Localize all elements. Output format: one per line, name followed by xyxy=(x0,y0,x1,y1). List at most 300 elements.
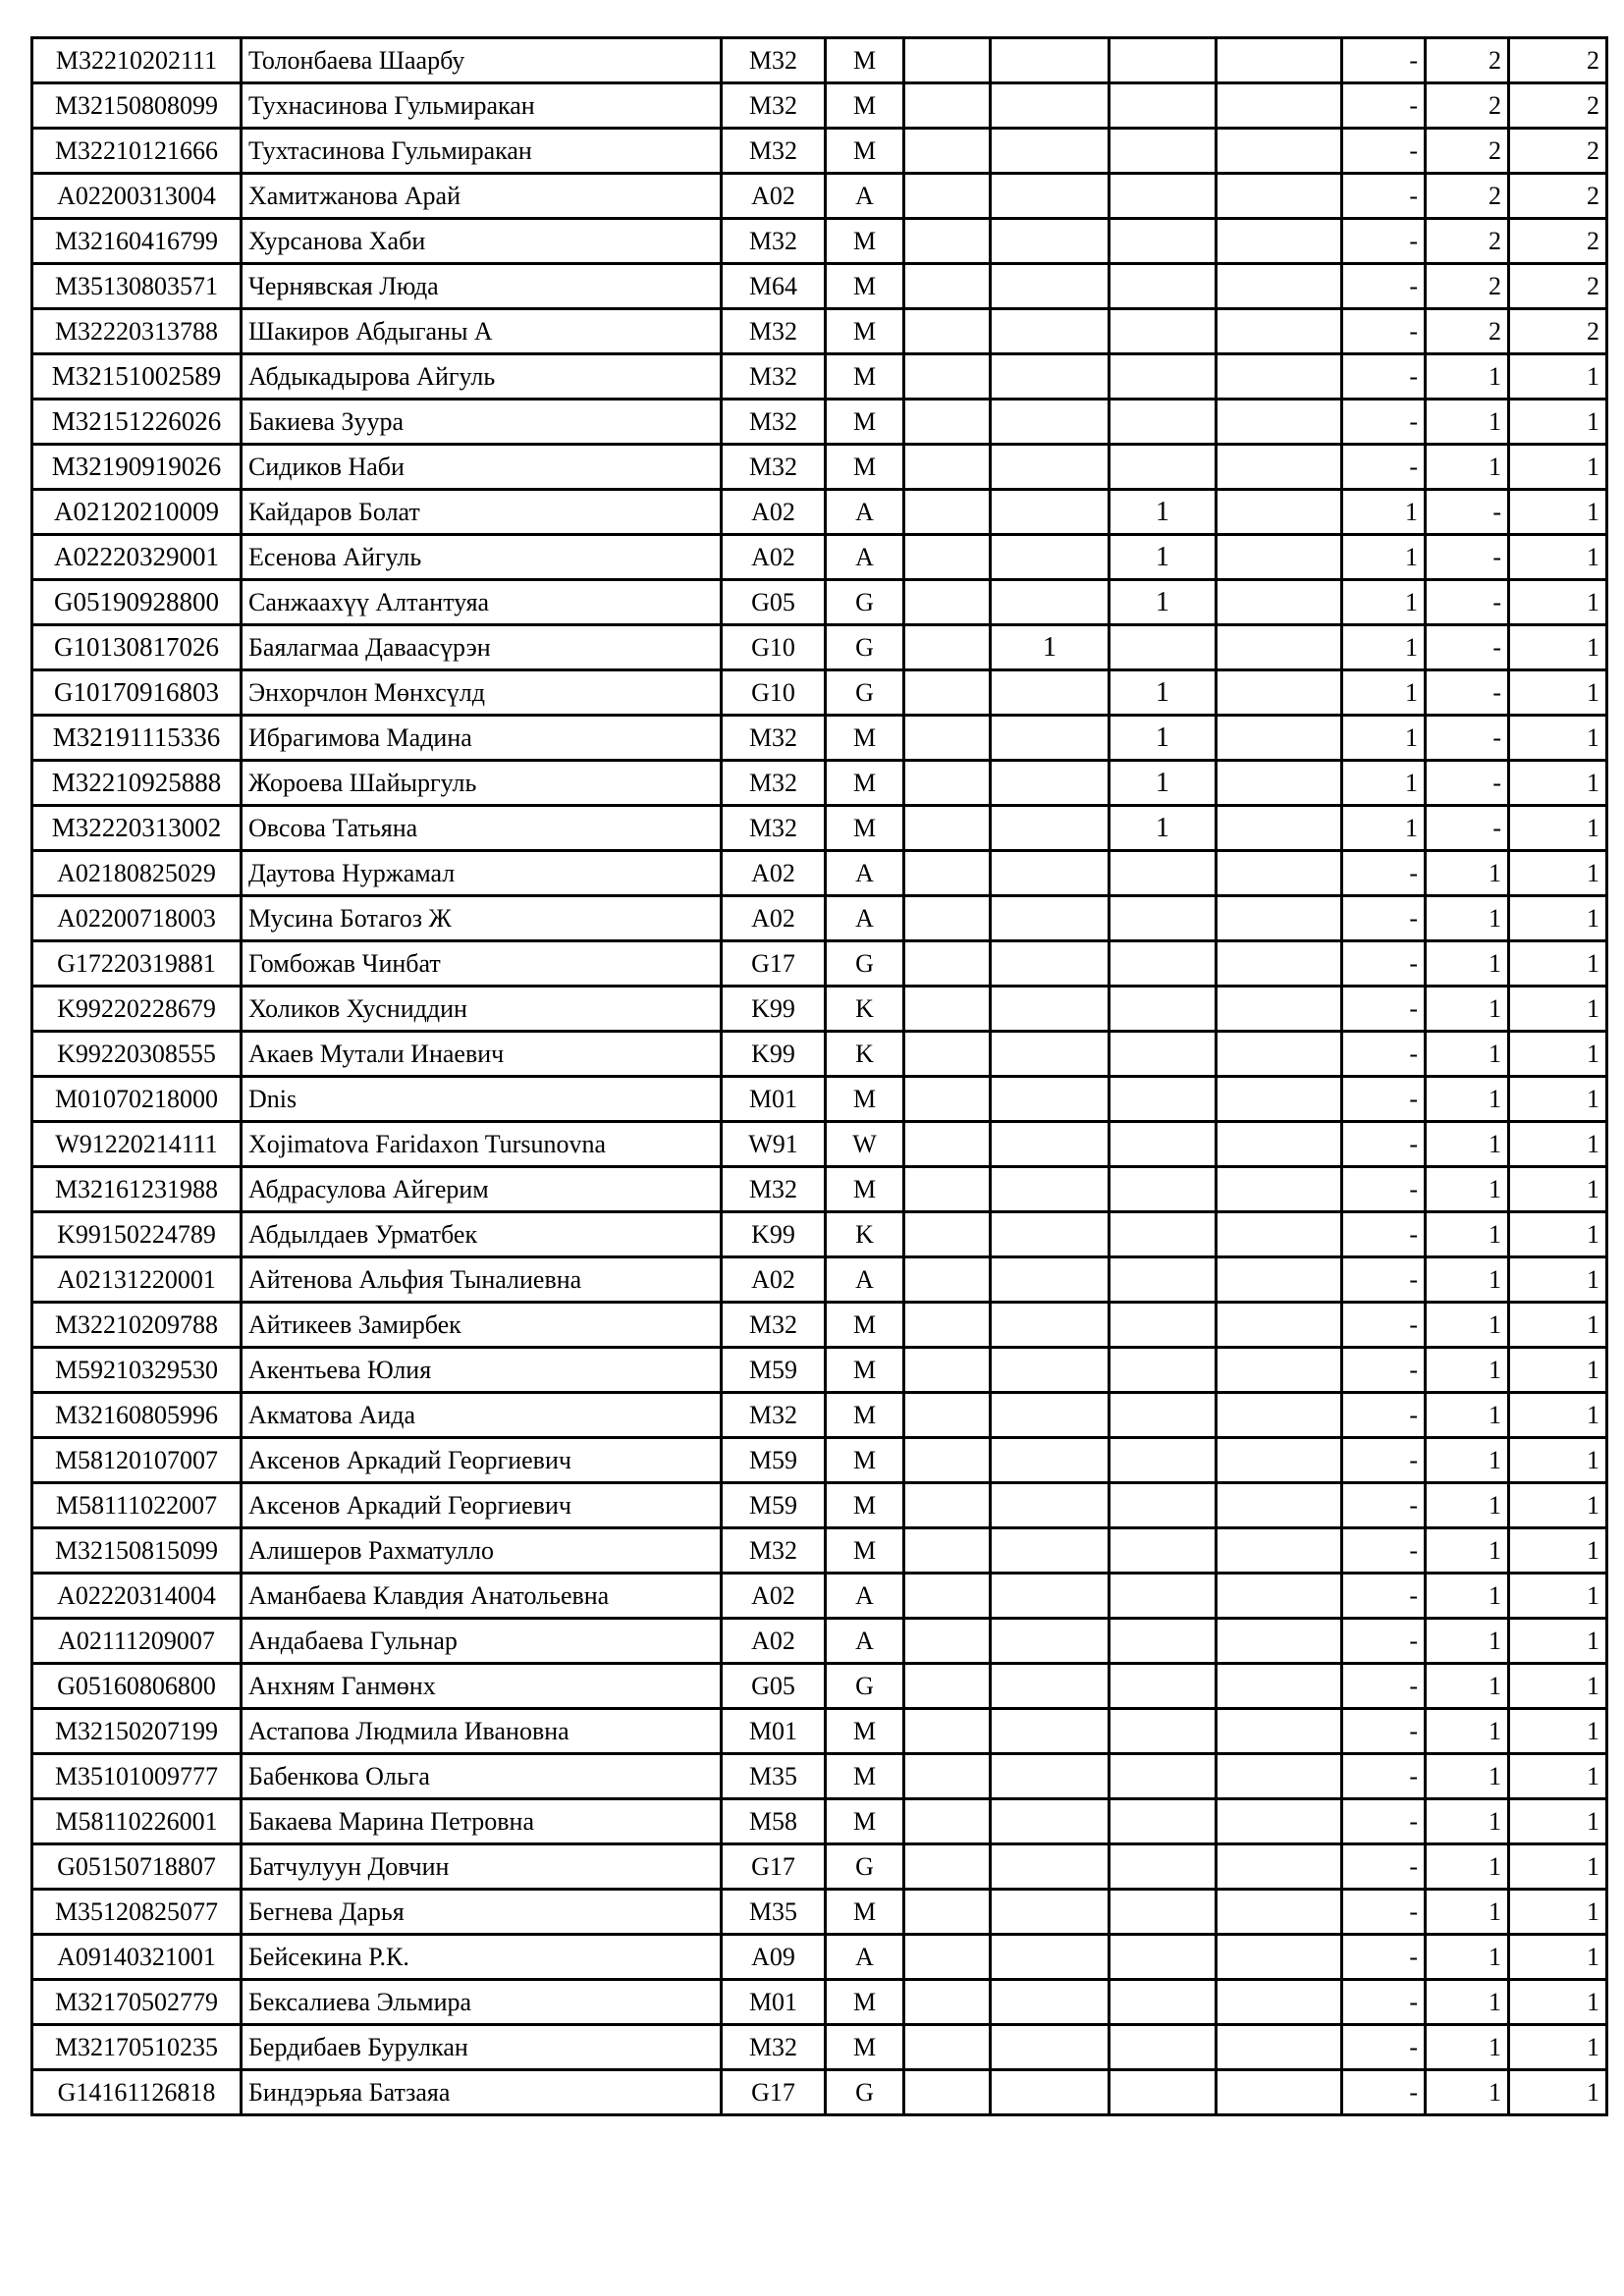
table-row xyxy=(32,896,1607,941)
row-col-4 xyxy=(1217,445,1342,490)
row-col-5: - xyxy=(1342,219,1426,264)
table-row xyxy=(32,1348,1607,1393)
table-row xyxy=(32,2025,1607,2070)
row-col-2 xyxy=(991,1709,1110,1754)
row-col-7: 1 xyxy=(1509,1709,1607,1754)
row-col-6: 1 xyxy=(1426,1122,1509,1167)
row-col-7: 2 xyxy=(1509,264,1607,309)
row-code: M32150808099 xyxy=(32,83,242,129)
row-col-3 xyxy=(1110,400,1217,445)
row-col-2 xyxy=(991,490,1110,535)
row-letter: G xyxy=(826,1844,904,1890)
table-body xyxy=(32,38,1607,2115)
row-col-7: 1 xyxy=(1509,896,1607,941)
row-group: M32 xyxy=(722,354,826,400)
row-col-4 xyxy=(1217,1528,1342,1574)
row-code: G05190928800 xyxy=(32,580,242,625)
row-col-7: 1 xyxy=(1509,761,1607,806)
table-row xyxy=(32,716,1607,761)
row-col-7: 1 xyxy=(1509,1032,1607,1077)
row-col-6: 1 xyxy=(1426,1303,1509,1348)
row-col-4 xyxy=(1217,400,1342,445)
row-code: M58110226001 xyxy=(32,1799,242,1844)
row-name: Анхням Ганмөнх xyxy=(242,1664,722,1709)
row-col-7: 1 xyxy=(1509,490,1607,535)
row-group: M32 xyxy=(722,400,826,445)
row-col-3 xyxy=(1110,1257,1217,1303)
row-col-4 xyxy=(1217,1167,1342,1212)
row-code: A02220314004 xyxy=(32,1574,242,1619)
row-col-5: - xyxy=(1342,309,1426,354)
row-name: Аксенов Аркадий Георгиевич xyxy=(242,1483,722,1528)
row-col-5: - xyxy=(1342,1483,1426,1528)
row-code: G17220319881 xyxy=(32,941,242,987)
row-code: M32160416799 xyxy=(32,219,242,264)
row-col-1 xyxy=(904,1257,991,1303)
row-col-6: 1 xyxy=(1426,445,1509,490)
row-group: M32 xyxy=(722,716,826,761)
row-col-1 xyxy=(904,1122,991,1167)
row-col-1 xyxy=(904,309,991,354)
row-col-2 xyxy=(991,2025,1110,2070)
row-group: G05 xyxy=(722,1664,826,1709)
row-col-4 xyxy=(1217,1348,1342,1393)
row-group: M32 xyxy=(722,1167,826,1212)
row-name: Бердибаев Бурулкан xyxy=(242,2025,722,2070)
row-letter: K xyxy=(826,1032,904,1077)
row-col-7: 1 xyxy=(1509,445,1607,490)
row-col-3 xyxy=(1110,309,1217,354)
row-col-7: 1 xyxy=(1509,625,1607,670)
table-row xyxy=(32,1393,1607,1438)
row-name: Бейсекина Р.К. xyxy=(242,1935,722,1980)
row-letter: M xyxy=(826,1799,904,1844)
row-code: A02200313004 xyxy=(32,174,242,219)
row-letter: M xyxy=(826,219,904,264)
row-col-1 xyxy=(904,1032,991,1077)
table-row xyxy=(32,761,1607,806)
row-group: M59 xyxy=(722,1438,826,1483)
row-code: A02200718003 xyxy=(32,896,242,941)
row-group: M64 xyxy=(722,264,826,309)
row-code: G05150718807 xyxy=(32,1844,242,1890)
row-col-7: 1 xyxy=(1509,806,1607,851)
row-col-5: - xyxy=(1342,1890,1426,1935)
row-col-6: 1 xyxy=(1426,1032,1509,1077)
row-name: Есенова Айгуль xyxy=(242,535,722,580)
row-letter: M xyxy=(826,1348,904,1393)
row-col-3 xyxy=(1110,851,1217,896)
row-col-6: 1 xyxy=(1426,941,1509,987)
row-col-1 xyxy=(904,2070,991,2115)
row-col-6: 1 xyxy=(1426,1574,1509,1619)
row-col-3: 1 xyxy=(1110,580,1217,625)
row-col-4 xyxy=(1217,1257,1342,1303)
row-group: M32 xyxy=(722,2025,826,2070)
row-col-6: - xyxy=(1426,761,1509,806)
row-code: A02131220001 xyxy=(32,1257,242,1303)
row-letter: A xyxy=(826,851,904,896)
row-col-7: 1 xyxy=(1509,1303,1607,1348)
row-col-5: - xyxy=(1342,1122,1426,1167)
table-row xyxy=(32,1754,1607,1799)
row-group: G17 xyxy=(722,2070,826,2115)
row-col-4 xyxy=(1217,625,1342,670)
row-code: M32151226026 xyxy=(32,400,242,445)
table-row xyxy=(32,354,1607,400)
row-group: A02 xyxy=(722,535,826,580)
row-col-7: 1 xyxy=(1509,851,1607,896)
row-col-5: - xyxy=(1342,1799,1426,1844)
row-col-6: 1 xyxy=(1426,1799,1509,1844)
row-group: M32 xyxy=(722,83,826,129)
table-row xyxy=(32,851,1607,896)
row-col-5: - xyxy=(1342,1574,1426,1619)
row-col-3 xyxy=(1110,1528,1217,1574)
row-col-7: 1 xyxy=(1509,1754,1607,1799)
row-code: G14161126818 xyxy=(32,2070,242,2115)
row-col-5: - xyxy=(1342,851,1426,896)
row-group: A02 xyxy=(722,174,826,219)
row-code: M32191115336 xyxy=(32,716,242,761)
table-row xyxy=(32,1844,1607,1890)
row-col-1 xyxy=(904,941,991,987)
row-col-6: 1 xyxy=(1426,1348,1509,1393)
row-col-6: 2 xyxy=(1426,129,1509,174)
row-col-1 xyxy=(904,1077,991,1122)
row-col-2 xyxy=(991,896,1110,941)
row-col-4 xyxy=(1217,2070,1342,2115)
row-name: Абдрасулова Айгерим xyxy=(242,1167,722,1212)
row-col-1 xyxy=(904,1754,991,1799)
row-group: G05 xyxy=(722,580,826,625)
row-letter: M xyxy=(826,309,904,354)
row-code: A02180825029 xyxy=(32,851,242,896)
row-col-3 xyxy=(1110,2025,1217,2070)
row-letter: M xyxy=(826,761,904,806)
table-row xyxy=(32,2070,1607,2115)
row-col-4 xyxy=(1217,38,1342,83)
row-code: M32210925888 xyxy=(32,761,242,806)
row-col-7: 1 xyxy=(1509,1528,1607,1574)
row-name: Жороева Шайыргуль xyxy=(242,761,722,806)
row-code: M32150815099 xyxy=(32,1528,242,1574)
row-col-6: 1 xyxy=(1426,851,1509,896)
row-group: M32 xyxy=(722,129,826,174)
row-col-7: 1 xyxy=(1509,1799,1607,1844)
row-col-3: 1 xyxy=(1110,761,1217,806)
row-col-3: 1 xyxy=(1110,670,1217,716)
row-col-4 xyxy=(1217,670,1342,716)
row-col-6: 1 xyxy=(1426,400,1509,445)
table-row xyxy=(32,1574,1607,1619)
row-col-4 xyxy=(1217,987,1342,1032)
row-col-4 xyxy=(1217,1574,1342,1619)
row-group: K99 xyxy=(722,1212,826,1257)
row-col-7: 1 xyxy=(1509,2070,1607,2115)
row-letter: K xyxy=(826,1212,904,1257)
row-col-5: - xyxy=(1342,1619,1426,1664)
row-col-7: 1 xyxy=(1509,1438,1607,1483)
row-col-5: - xyxy=(1342,987,1426,1032)
row-col-1 xyxy=(904,354,991,400)
row-name: Айтенова Альфия Тыналиевна xyxy=(242,1257,722,1303)
table-row xyxy=(32,1890,1607,1935)
row-name: Тухнасинова Гульмиракан xyxy=(242,83,722,129)
table-row xyxy=(32,1980,1607,2025)
row-col-3 xyxy=(1110,1619,1217,1664)
row-col-5: - xyxy=(1342,1438,1426,1483)
row-name: Толонбаева Шаарбу xyxy=(242,38,722,83)
row-col-4 xyxy=(1217,129,1342,174)
row-col-6: - xyxy=(1426,716,1509,761)
row-col-5: 1 xyxy=(1342,625,1426,670)
row-letter: A xyxy=(826,896,904,941)
row-name: Баялагмаа Даваасүрэн xyxy=(242,625,722,670)
row-col-3 xyxy=(1110,1574,1217,1619)
row-col-1 xyxy=(904,1935,991,1980)
row-col-4 xyxy=(1217,1077,1342,1122)
row-col-3 xyxy=(1110,896,1217,941)
row-col-4 xyxy=(1217,1212,1342,1257)
row-col-1 xyxy=(904,1167,991,1212)
row-col-7: 1 xyxy=(1509,1619,1607,1664)
row-col-7: 1 xyxy=(1509,1167,1607,1212)
row-col-1 xyxy=(904,580,991,625)
row-col-4 xyxy=(1217,1619,1342,1664)
row-col-4 xyxy=(1217,1483,1342,1528)
row-col-6: 1 xyxy=(1426,1844,1509,1890)
row-name: Кайдаров Болат xyxy=(242,490,722,535)
row-col-6: 1 xyxy=(1426,987,1509,1032)
row-code: M32220313788 xyxy=(32,309,242,354)
row-col-2 xyxy=(991,1438,1110,1483)
row-col-7: 1 xyxy=(1509,1980,1607,2025)
row-col-2 xyxy=(991,129,1110,174)
row-col-2 xyxy=(991,1935,1110,1980)
row-col-3 xyxy=(1110,1709,1217,1754)
row-letter: G xyxy=(826,670,904,716)
row-group: M58 xyxy=(722,1799,826,1844)
row-col-3 xyxy=(1110,1077,1217,1122)
row-col-7: 1 xyxy=(1509,1483,1607,1528)
table-row xyxy=(32,1438,1607,1483)
row-col-4 xyxy=(1217,83,1342,129)
row-col-7: 1 xyxy=(1509,1664,1607,1709)
row-name: Айтикеев Замирбек xyxy=(242,1303,722,1348)
row-col-6: - xyxy=(1426,490,1509,535)
row-col-3: 1 xyxy=(1110,716,1217,761)
row-col-2 xyxy=(991,400,1110,445)
row-col-5: - xyxy=(1342,400,1426,445)
row-name: Холиков Хусниддин xyxy=(242,987,722,1032)
row-letter: M xyxy=(826,129,904,174)
table-row xyxy=(32,806,1607,851)
row-col-6: - xyxy=(1426,625,1509,670)
row-col-4 xyxy=(1217,761,1342,806)
row-col-7: 1 xyxy=(1509,354,1607,400)
row-col-2 xyxy=(991,1799,1110,1844)
row-col-6: - xyxy=(1426,535,1509,580)
row-code: M32170510235 xyxy=(32,2025,242,2070)
row-col-4 xyxy=(1217,1122,1342,1167)
table-row xyxy=(32,129,1607,174)
row-col-7: 2 xyxy=(1509,38,1607,83)
row-name: Ибрагимова Мадина xyxy=(242,716,722,761)
row-col-5: - xyxy=(1342,2070,1426,2115)
table-row xyxy=(32,1619,1607,1664)
row-code: M32151002589 xyxy=(32,354,242,400)
row-col-3 xyxy=(1110,1438,1217,1483)
row-col-1 xyxy=(904,670,991,716)
row-name: Сидиков Наби xyxy=(242,445,722,490)
table-row xyxy=(32,1664,1607,1709)
row-col-5: 1 xyxy=(1342,806,1426,851)
row-col-2 xyxy=(991,1890,1110,1935)
row-col-7: 2 xyxy=(1509,129,1607,174)
row-letter: M xyxy=(826,1483,904,1528)
row-col-6: 1 xyxy=(1426,1619,1509,1664)
row-col-2 xyxy=(991,670,1110,716)
row-col-4 xyxy=(1217,1980,1342,2025)
row-col-3: 1 xyxy=(1110,535,1217,580)
row-name: Бакаева Марина Петровна xyxy=(242,1799,722,1844)
row-letter: M xyxy=(826,354,904,400)
row-col-5: 1 xyxy=(1342,580,1426,625)
row-col-3 xyxy=(1110,38,1217,83)
table-row xyxy=(32,1212,1607,1257)
row-group: M01 xyxy=(722,1980,826,2025)
row-group: M35 xyxy=(722,1890,826,1935)
row-col-7: 1 xyxy=(1509,987,1607,1032)
row-name: Астапова Людмила Ивановна xyxy=(242,1709,722,1754)
row-col-5: - xyxy=(1342,129,1426,174)
table-row xyxy=(32,445,1607,490)
row-col-1 xyxy=(904,1438,991,1483)
row-col-2 xyxy=(991,1844,1110,1890)
row-col-5: - xyxy=(1342,1077,1426,1122)
row-col-1 xyxy=(904,38,991,83)
row-col-1 xyxy=(904,1393,991,1438)
row-name: Акаев Мутали Инаевич xyxy=(242,1032,722,1077)
row-name: Хамитжанова Арай xyxy=(242,174,722,219)
row-group: A02 xyxy=(722,1619,826,1664)
table-row xyxy=(32,490,1607,535)
row-group: G17 xyxy=(722,1844,826,1890)
row-code: M01070218000 xyxy=(32,1077,242,1122)
row-group: A09 xyxy=(722,1935,826,1980)
row-col-1 xyxy=(904,1574,991,1619)
row-letter: M xyxy=(826,1393,904,1438)
row-col-3 xyxy=(1110,1799,1217,1844)
row-group: W91 xyxy=(722,1122,826,1167)
row-col-3 xyxy=(1110,1980,1217,2025)
row-col-1 xyxy=(904,987,991,1032)
table-row xyxy=(32,1167,1607,1212)
row-name: Хурсанова Хаби xyxy=(242,219,722,264)
row-letter: M xyxy=(826,400,904,445)
row-col-1 xyxy=(904,1799,991,1844)
row-letter: A xyxy=(826,1619,904,1664)
table-row xyxy=(32,670,1607,716)
row-col-4 xyxy=(1217,535,1342,580)
row-code: K99220308555 xyxy=(32,1032,242,1077)
row-col-2 xyxy=(991,716,1110,761)
row-letter: A xyxy=(826,1257,904,1303)
row-col-4 xyxy=(1217,851,1342,896)
row-name: Биндэрьяа Батзаяа xyxy=(242,2070,722,2115)
row-col-6: 2 xyxy=(1426,174,1509,219)
row-col-5: - xyxy=(1342,1664,1426,1709)
row-col-7: 1 xyxy=(1509,670,1607,716)
row-col-5: 1 xyxy=(1342,535,1426,580)
row-col-5: - xyxy=(1342,445,1426,490)
row-code: M58120107007 xyxy=(32,1438,242,1483)
table-row xyxy=(32,941,1607,987)
row-group: A02 xyxy=(722,896,826,941)
row-letter: A xyxy=(826,174,904,219)
row-code: M35101009777 xyxy=(32,1754,242,1799)
row-col-3 xyxy=(1110,1754,1217,1799)
row-col-5: - xyxy=(1342,1348,1426,1393)
row-name: Акентьева Юлия xyxy=(242,1348,722,1393)
row-letter: A xyxy=(826,535,904,580)
row-col-5: 1 xyxy=(1342,761,1426,806)
row-group: A02 xyxy=(722,1257,826,1303)
row-col-2 xyxy=(991,83,1110,129)
row-col-3 xyxy=(1110,625,1217,670)
row-letter: M xyxy=(826,264,904,309)
row-col-4 xyxy=(1217,1799,1342,1844)
row-col-5: - xyxy=(1342,264,1426,309)
row-code: M32170502779 xyxy=(32,1980,242,2025)
table-row xyxy=(32,1032,1607,1077)
results-table xyxy=(30,36,1608,2116)
table-row xyxy=(32,83,1607,129)
row-code: A02111209007 xyxy=(32,1619,242,1664)
row-col-6: 1 xyxy=(1426,1077,1509,1122)
row-col-2: 1 xyxy=(991,625,1110,670)
row-col-1 xyxy=(904,1709,991,1754)
row-col-7: 1 xyxy=(1509,2025,1607,2070)
row-col-2 xyxy=(991,1528,1110,1574)
row-col-4 xyxy=(1217,354,1342,400)
row-col-4 xyxy=(1217,941,1342,987)
table-row xyxy=(32,1122,1607,1167)
row-code: M32160805996 xyxy=(32,1393,242,1438)
row-col-2 xyxy=(991,174,1110,219)
row-col-5: - xyxy=(1342,83,1426,129)
row-col-3 xyxy=(1110,354,1217,400)
row-col-1 xyxy=(904,445,991,490)
row-col-7: 1 xyxy=(1509,1212,1607,1257)
row-col-5: - xyxy=(1342,1754,1426,1799)
row-col-3 xyxy=(1110,1032,1217,1077)
row-letter: G xyxy=(826,625,904,670)
row-col-4 xyxy=(1217,806,1342,851)
row-name: Бексалиева Эльмира xyxy=(242,1980,722,2025)
row-col-5: - xyxy=(1342,1709,1426,1754)
row-group: K99 xyxy=(722,1032,826,1077)
row-col-2 xyxy=(991,219,1110,264)
row-group: M59 xyxy=(722,1348,826,1393)
row-col-7: 1 xyxy=(1509,400,1607,445)
row-group: M32 xyxy=(722,761,826,806)
row-col-1 xyxy=(904,1844,991,1890)
row-col-1 xyxy=(904,1348,991,1393)
row-group: M32 xyxy=(722,309,826,354)
row-col-4 xyxy=(1217,174,1342,219)
